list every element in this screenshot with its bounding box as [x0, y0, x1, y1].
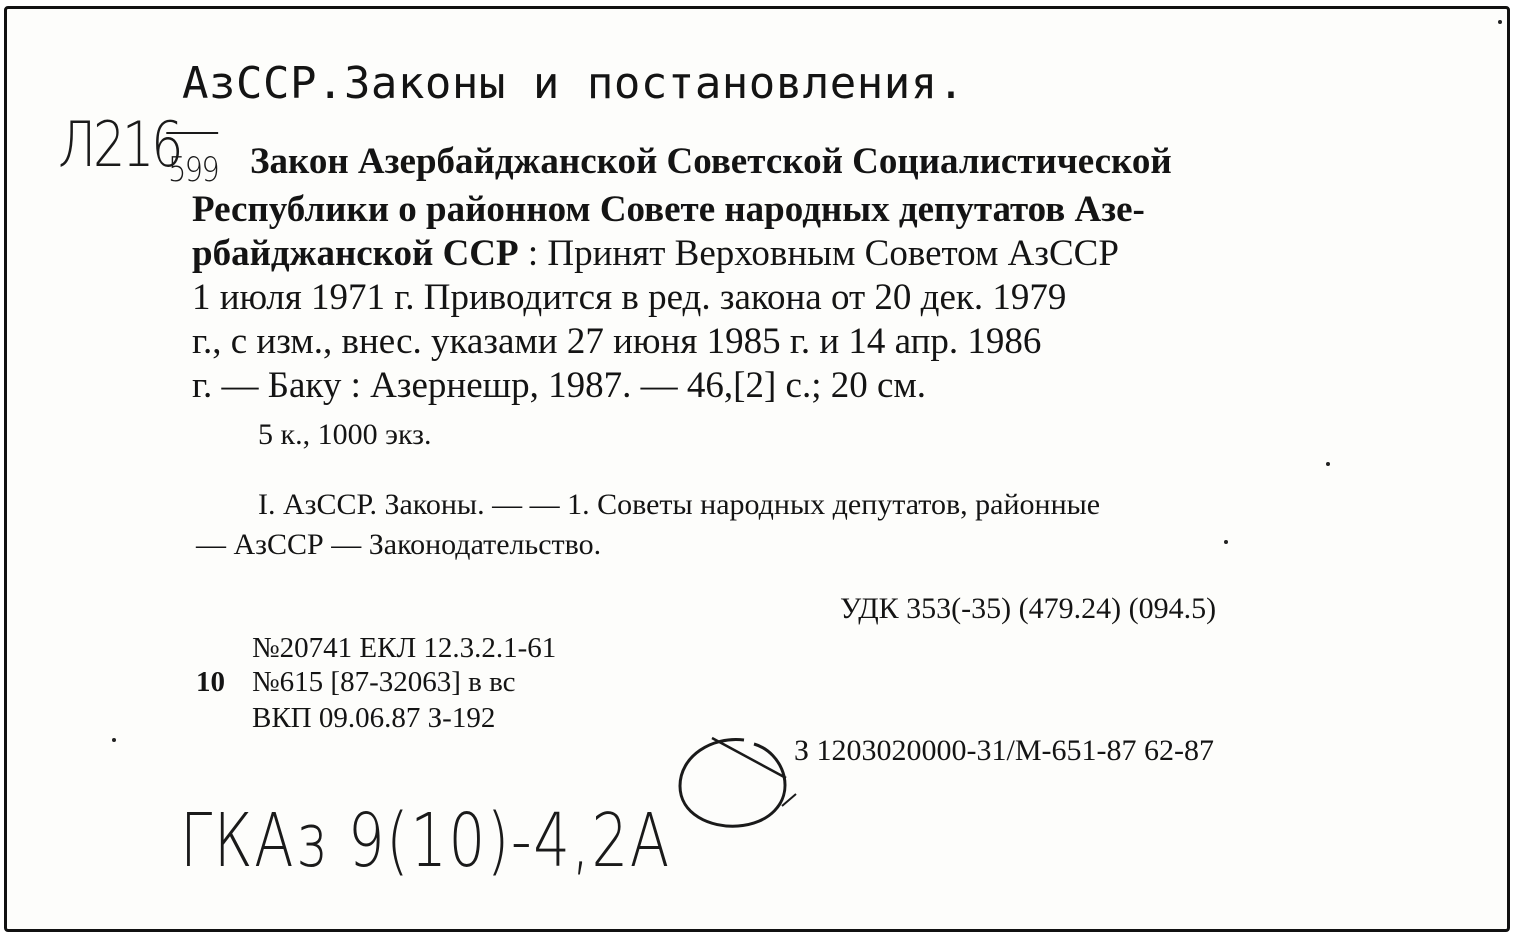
call-number: Л216 — [58, 108, 181, 181]
description-line-rest: : Принят Верховным Советом АзССР — [518, 233, 1119, 274]
call-number-suffix: 599 — [168, 150, 219, 190]
classification-code: З 1203020000-31/М-651-87 62-87 — [794, 734, 1214, 767]
speck — [1498, 20, 1502, 24]
description-line: Республики о районном Совете народных депутатов Азе- — [192, 189, 1145, 230]
udk-code: УДК 353(-35) (479.24) (094.5) — [840, 592, 1217, 625]
tracing-line: I. АзССР. Законы. — — 1. Советы народных депутатов, районные — [258, 488, 1101, 521]
description-line: г., с изм., внес. указами 27 июня 1985 г. и 14 апр. 1986 — [192, 321, 1042, 362]
meta-line: ВКП 09.06.87 З-192 — [252, 702, 496, 734]
speck — [1326, 462, 1330, 466]
speck — [1224, 540, 1228, 544]
meta-line: №615 [87-32063] в вс — [252, 666, 516, 698]
tracing-line: — АзССР — Законодательство. — [196, 528, 602, 561]
price-circulation: 5 к., 1000 экз. — [258, 418, 432, 451]
hand-drawn-circle-icon — [672, 734, 802, 834]
meta-line: №20741 ЕКЛ 12.3.2.1-61 — [252, 632, 557, 664]
description-line — [192, 232, 1119, 275]
description-line-bold-part: рбайджанской ССР — [192, 233, 519, 274]
handwritten-shelf-code: ГКАз 9(10)-4,2А — [180, 798, 671, 884]
card-heading: АзССР.Законы и постановления. — [182, 58, 965, 109]
speck — [112, 738, 116, 742]
meta-prefix: 10 — [196, 666, 225, 698]
description-line: г. — Баку : Азернешр, 1987. — 46,[2] с.; 20 см. — [192, 365, 927, 406]
description-line: 1 июля 1971 г. Приводится в ред. закона от 20 дек. 1979 — [192, 277, 1067, 318]
description-line: Закон Азербайджанской Советской Социалистической — [250, 141, 1172, 182]
